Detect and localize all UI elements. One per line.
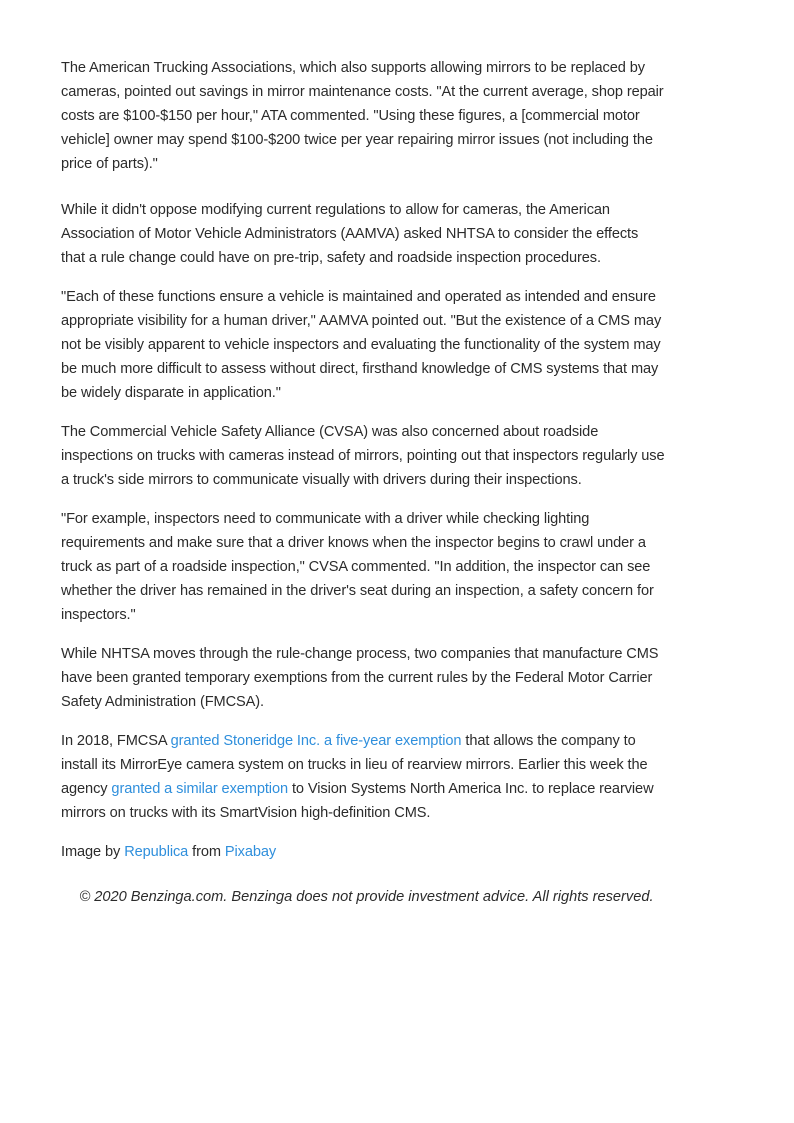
stoneridge-exemption-link[interactable]: granted Stoneridge Inc. a five-year exemption: [170, 733, 462, 749]
exemptions-text-3: to Vision Systems North America Inc. to replace rearview mirrors on trucks with its SmartVision high-definition CMS.: [61, 781, 654, 821]
article-body: [61, 56, 666, 879]
paragraph-cvsa-concerns: The Commercial Vehicle Safety Alliance (CVSA) was also concerned about roadside inspections on trucks with cameras instead of mirrors, pointing out that inspectors regularly use a truck's side mirrors to communicate visually with drivers during their inspections.: [61, 424, 665, 488]
paragraph-fmcsa-exemptions: [61, 729, 666, 825]
image-author-link[interactable]: Republica: [124, 844, 189, 860]
image-credit: [61, 840, 666, 864]
paragraph-aamva-concerns: While it didn't oppose modifying current regulations to allow for cameras, the American Association of Motor Vehicle Administrators (AAMVA) asked NHTSA to consider the effects that a rule change could have on pre-trip, safety and roadside inspection procedures.: [61, 202, 639, 266]
paragraph-ata-savings: The American Trucking Associations, which also supports allowing mirrors to be replaced by cameras, pointed out savings in mirror maintenance costs. "At the current average, shop repair costs are $100-$150 per hour," ATA commented. "Using these figures, a [commercial motor vehicle] owner may spend $100-$200 twice per year repairing mirror issues (not including the price of parts).": [61, 60, 664, 172]
exemptions-text-1: In 2018, FMCSA: [61, 733, 171, 749]
image-credit-middle: from: [188, 844, 225, 860]
paragraph-exemptions: While NHTSA moves through the rule-change process, two companies that manufacture CMS have been granted temporary exemptions from the current rules by the Federal Motor Carrier Safety Administration (FMCSA).: [61, 646, 659, 710]
copyright-notice: © 2020 Benzinga.com. Benzinga does not provide investment advice. All rights reserved.: [79, 889, 654, 905]
similar-exemption-link[interactable]: granted a similar exemption: [111, 781, 288, 797]
image-source-link[interactable]: Pixabay: [224, 844, 277, 860]
exemptions-text-2: that allows the company to install its MirrorEye camera system on trucks in lieu of rearview mirrors. Earlier this week the agency: [61, 733, 648, 797]
image-credit-prefix: Image by: [61, 844, 125, 860]
paragraph-cvsa-quote: "For example, inspectors need to communicate with a driver while checking lighting requirements and make sure that a driver knows when the inspector begins to crawl under a truck as part of a roadside inspection," CVSA commented. "In addition, the inspector can see whether the driver has remained in the driver's seat during an inspection, a safety concern for inspectors.": [61, 511, 654, 623]
paragraph-aamva-quote: "Each of these functions ensure a vehicle is maintained and operated as intended and ensure appropriate visibility for a human driver," AAMVA pointed out. "But the existence of a CMS may not be visibly apparent to vehicle inspectors and evaluating the functionality of the system may be much more difficult to assess without direct, firsthand knowledge of CMS systems that may be widely disparate in application.": [61, 289, 662, 401]
